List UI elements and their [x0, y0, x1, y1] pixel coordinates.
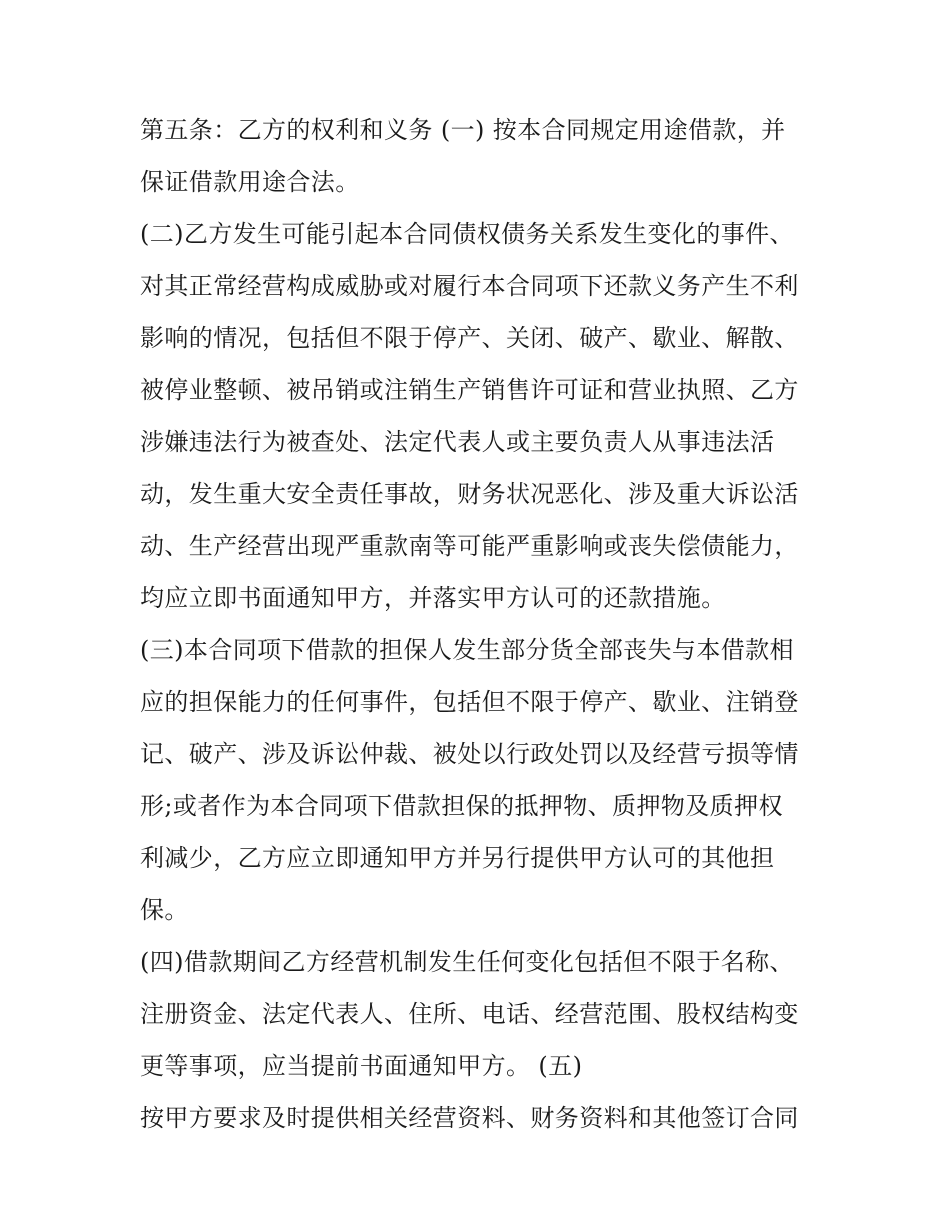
text-line: (四)借款期间乙方经营机制发生任何变化包括但不限于名称、 — [140, 948, 794, 976]
text-line: 保。 — [140, 896, 189, 924]
text-line: 按甲方要求及时提供相关经营资料、财务资料和其他签订合同 — [140, 1104, 799, 1132]
text-line: 更等事项，应当提前书面通知甲方。 (五) — [140, 1052, 583, 1080]
text-line: 影响的情况，包括但不限于停产、关闭、破产、歇业、解散、 — [140, 324, 799, 352]
text-line: 记、破产、涉及诉讼仲裁、被处以行政处罚以及经营亏损等情 — [140, 740, 799, 768]
text-line: 被停业整顿、被吊销或注销生产销售许可证和营业执照、乙方 — [140, 376, 799, 404]
text-line: 注册资金、法定代表人、住所、电话、经营范围、股权结构变 — [140, 1000, 799, 1028]
text-line: (二)乙方发生可能引起本合同债权债务关系发生变化的事件、 — [140, 220, 794, 248]
text-line: 对其正常经营构成威胁或对履行本合同项下还款义务产生不利 — [140, 272, 799, 300]
text-line: 动、生产经营出现严重款南等可能严重影响或丧失偿债能力， — [140, 532, 799, 560]
text-line: 形;或者作为本合同项下借款担保的抵押物、质押物及质押权 — [140, 792, 783, 820]
text-line: 利减少，乙方应立即通知甲方并另行提供甲方认可的其他担 — [140, 844, 775, 872]
text-line: 应的担保能力的任何事件，包括但不限于停产、歇业、注销登 — [140, 688, 799, 716]
text-line: 保证借款用途合法。 — [140, 168, 360, 196]
text-line: 涉嫌违法行为被查处、法定代表人或主要负责人从事违法活 — [140, 428, 775, 456]
text-line: 第五条：乙方的权利和义务 (一) 按本合同规定用途借款，并 — [140, 116, 786, 144]
text-line: (三)本合同项下借款的担保人发生部分货全部丧失与本借款相 — [140, 636, 794, 664]
text-line: 动，发生重大安全责任事故，财务状况恶化、涉及重大诉讼活 — [140, 480, 799, 508]
text-line: 均应立即书面通知甲方，并落实甲方认可的还款措施。 — [140, 584, 726, 612]
document-body — [140, 104, 820, 1144]
